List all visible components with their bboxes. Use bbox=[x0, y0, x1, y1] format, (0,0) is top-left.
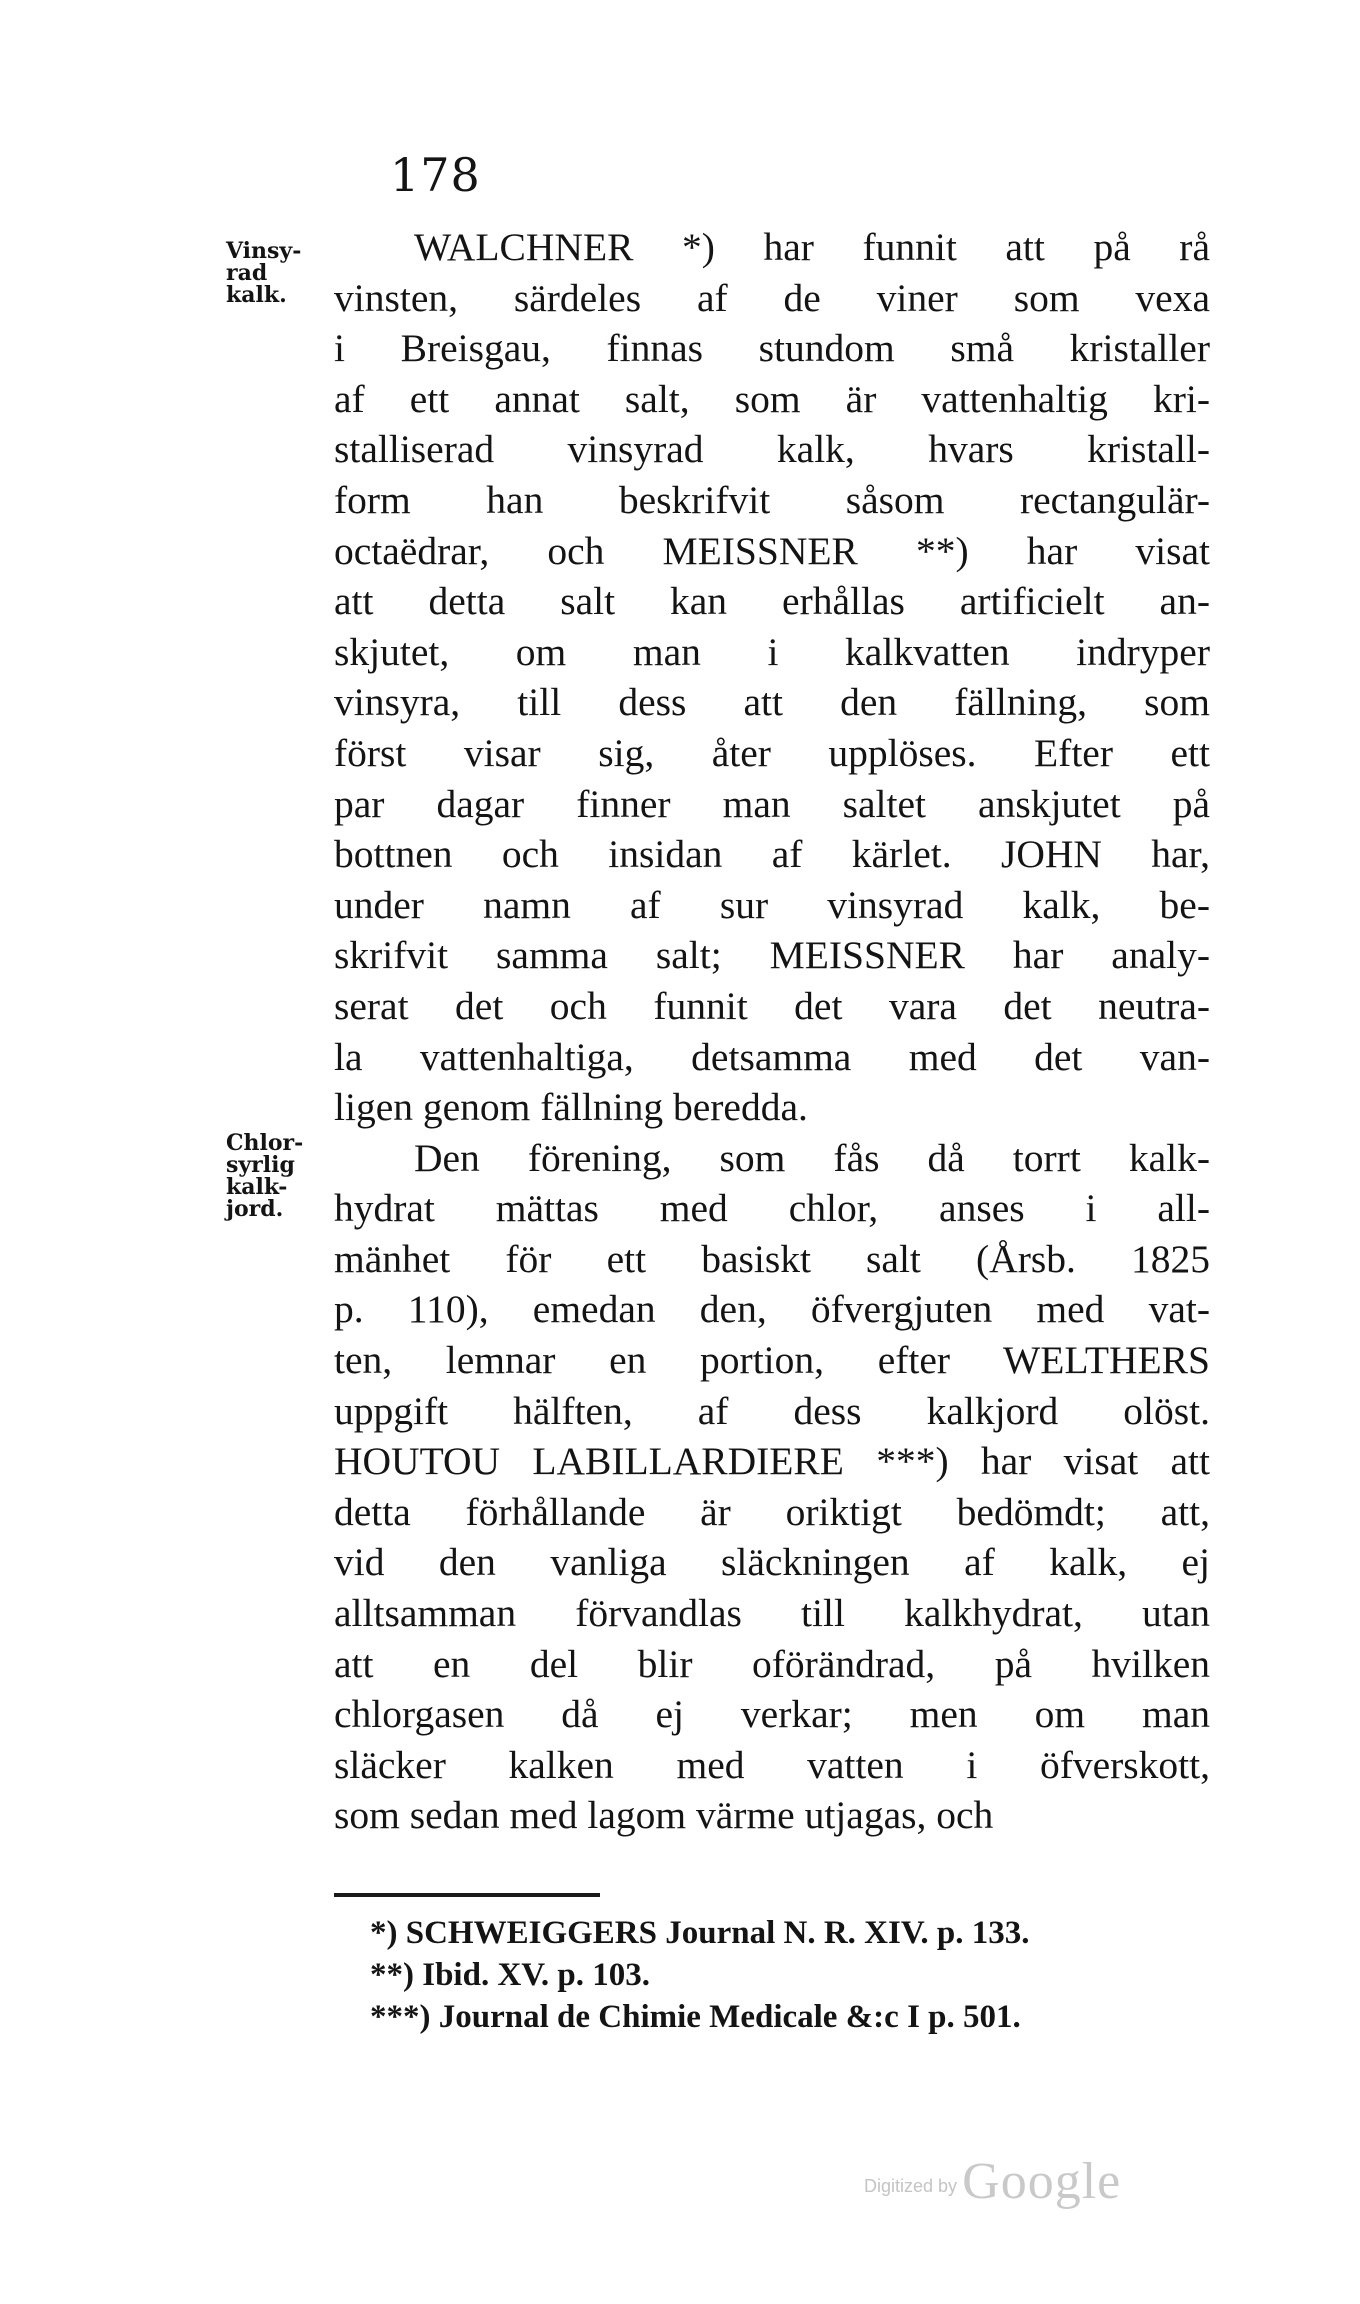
footnote: *) SCHWEIGGERS Journal N. R. XIV. p. 133. bbox=[370, 1915, 1030, 1951]
text-line: Den förening, som fås då torrt kalk- bbox=[414, 1135, 1210, 1180]
text-line: under namn af sur vinsyrad kalk, be- bbox=[334, 882, 1210, 927]
text-line: som sedan med lagom värme utjagas, och bbox=[334, 1793, 994, 1838]
margin-note-line: Chlor- bbox=[226, 1130, 304, 1156]
text-line: detta förhållande är oriktigt bedömdt; att, bbox=[334, 1489, 1210, 1534]
text-line: octaëdrar, och MEISSNER **) har visat bbox=[334, 528, 1210, 573]
margin-note-chlorsyrlig-kalkjord bbox=[226, 1132, 346, 1220]
text-line: vinsten, särdeles af de viner som vexa bbox=[334, 275, 1210, 320]
text-line: form han beskrifvit såsom rectangulär- bbox=[334, 477, 1210, 522]
digitized-by-google-watermark bbox=[864, 2152, 1121, 2211]
text-line: vinsyra, till dess att den fällning, som bbox=[334, 680, 1210, 725]
text-line: HOUTOU LABILLARDIERE ***) har visat att bbox=[334, 1439, 1210, 1484]
body-text bbox=[334, 222, 1210, 1841]
text-line: la vattenhaltiga, detsamma med det van- bbox=[334, 1034, 1210, 1079]
text-line: par dagar finner man saltet anskjutet på bbox=[334, 781, 1210, 826]
text-line: släcker kalken med vatten i öfverskott, bbox=[334, 1742, 1210, 1787]
watermark-prefix: Digitized by bbox=[864, 2176, 958, 2196]
text-line: bottnen och insidan af kärlet. JOHN har, bbox=[334, 832, 1210, 877]
text-line: att en del blir oförändrad, på hvilken bbox=[334, 1641, 1210, 1686]
google-logo: Google bbox=[962, 2153, 1122, 2210]
text-line: alltsamman förvandlas till kalkhydrat, utan bbox=[334, 1591, 1210, 1636]
text-line: först visar sig, åter upplöses. Efter ett bbox=[334, 730, 1210, 775]
footnote: **) Ibid. XV. p. 103. bbox=[370, 1957, 650, 1993]
text-line: i Breisgau, finnas stundom små kristaller bbox=[334, 326, 1210, 371]
page-number: 178 bbox=[390, 148, 481, 202]
text-line: mänhet för ett basiskt salt (Årsb. 1825 bbox=[334, 1236, 1210, 1281]
margin-note-line: jord. bbox=[226, 1196, 284, 1222]
footnote: ***) Journal de Chimie Medicale &:c I p. 501. bbox=[370, 1999, 1021, 2035]
footnote-rule bbox=[334, 1893, 600, 1897]
text-line: ten, lemnar en portion, efter WELTHERS bbox=[334, 1338, 1210, 1383]
margin-note-line: Vinsy- bbox=[226, 238, 302, 264]
margin-note-vinsyrad-kalk bbox=[226, 240, 346, 306]
margin-note-line: kalk- bbox=[226, 1174, 288, 1200]
margin-note-line: kalk. bbox=[226, 282, 287, 308]
text-line: att detta salt kan erhållas artificielt an- bbox=[334, 579, 1210, 624]
text-line: uppgift hälften, af dess kalkjord olöst. bbox=[334, 1388, 1210, 1433]
text-line: skjutet, om man i kalkvatten indryper bbox=[334, 629, 1210, 674]
text-line: WALCHNER *) har funnit att på rå bbox=[414, 225, 1210, 269]
margin-note-line: rad bbox=[226, 260, 268, 286]
margin-note-line: syrlig bbox=[226, 1152, 295, 1178]
text-line: serat det och funnit det vara det neutra- bbox=[334, 983, 1210, 1028]
text-line: af ett annat salt, som är vattenhaltig kri- bbox=[334, 376, 1210, 421]
text-line: vid den vanliga släckningen af kalk, ej bbox=[334, 1540, 1210, 1585]
text-line: chlorgasen då ej verkar; men om man bbox=[334, 1692, 1210, 1737]
text-line: p. 110), emedan den, öfvergjuten med vat- bbox=[334, 1287, 1210, 1332]
text-line: stalliserad vinsyrad kalk, hvars kristall- bbox=[334, 427, 1210, 472]
footnotes bbox=[370, 1912, 1210, 2038]
text-line: skrifvit samma salt; MEISSNER har analy- bbox=[334, 933, 1210, 978]
text-line: hydrat mättas med chlor, anses i all- bbox=[334, 1186, 1210, 1231]
text-line: ligen genom fällning beredda. bbox=[334, 1085, 808, 1130]
